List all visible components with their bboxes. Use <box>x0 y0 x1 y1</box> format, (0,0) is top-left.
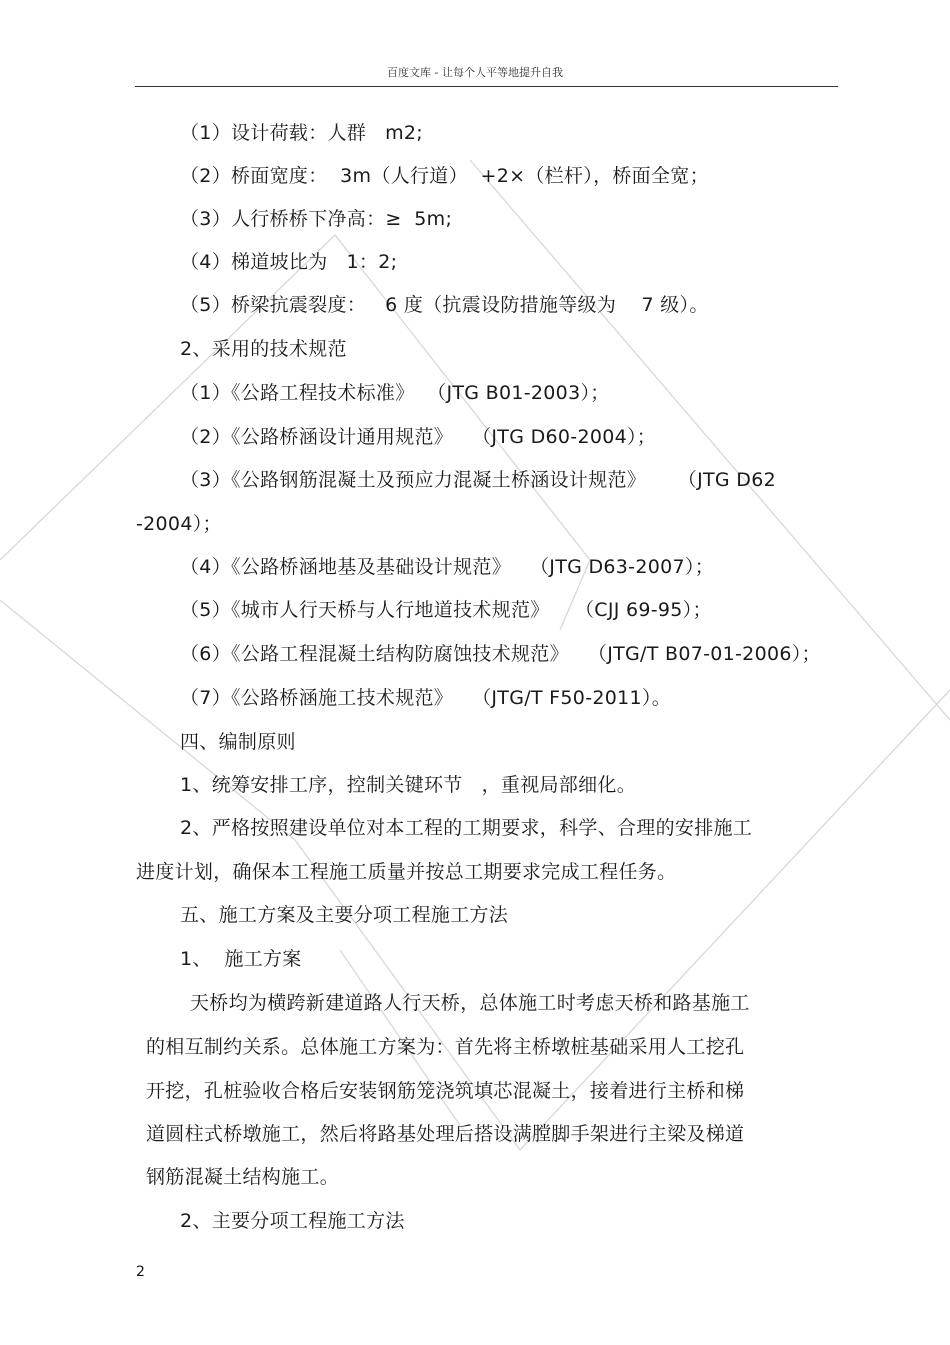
page-number: 2 <box>136 1264 145 1280</box>
text-line: （1）《公路工程技术标准》 （JTG B01-2003）； <box>180 382 610 404</box>
text-line: （1）设计荷载：人群 m2; <box>180 122 424 144</box>
text-line: -2004）； <box>136 513 222 535</box>
text-line: （3）人行桥桥下净高：≥ 5m; <box>180 208 453 230</box>
header-rule <box>135 86 838 87</box>
text-line: 2、严格按照建设单位对本工程的工期要求，科学、合理的安排施工 <box>180 817 753 839</box>
text-line: （5）《城市人行天桥与人行地道技术规范》 （CJJ 69-95）； <box>180 599 712 621</box>
section-heading: 五、施工方案及主要分项工程施工方法 <box>180 904 509 926</box>
text-line: 进度计划，确保本工程施工质量并按总工期要求完成工程任务。 <box>136 861 677 883</box>
text-line: 的相互制约关系。总体施工方案为：首先将主桥墩桩基础采用人工挖孔 <box>146 1036 745 1058</box>
text-line: （3）《公路钢筋混凝土及预应力混凝土桥涵设计规范》 （JTG D62 <box>180 469 776 491</box>
text-line: 钢筋混凝土结构施工。 <box>146 1166 340 1188</box>
text-line: 道圆柱式桥墩施工，然后将路基处理后搭设满膛脚手架进行主梁及梯道 <box>146 1123 745 1145</box>
text-line: （4）《公路桥涵地基及基础设计规范》 （JTG D63-2007）； <box>180 556 714 578</box>
text-line: （7）《公路桥涵施工技术规范》 （JTG/T F50-2011）。 <box>180 687 672 709</box>
section-heading: 四、编制原则 <box>180 731 296 753</box>
text-line: （4）梯道坡比为 1：2; <box>180 251 398 273</box>
text-line: 天桥均为横跨新建道路人行天桥，总体施工时考虑天桥和路基施工 <box>190 992 750 1014</box>
page-header: 百度文库 - 让每个人平等地提升自我 <box>387 66 563 79</box>
text-line: （5）桥梁抗震裂度： 6 度（抗震设防措施等级为 7 级）。 <box>180 294 709 316</box>
text-line: （2）桥面宽度： 3m（人行道） +2×（栏杆），桥面全宽； <box>180 165 709 187</box>
section-heading: 2、采用的技术规范 <box>180 338 347 360</box>
section-heading: 1、 施工方案 <box>180 948 302 970</box>
text-line: 1、统筹安排工序，控制关键环节 ，重视局部细化。 <box>180 774 637 796</box>
text-line: 开挖，孔桩验收合格后安装钢筋笼浇筑填芯混凝土，接着进行主桥和梯 <box>146 1080 745 1102</box>
text-line: （6）《公路工程混凝土结构防腐蚀技术规范》 （JTG/T B07-01-2006）； <box>180 643 821 665</box>
text-line: （2）《公路桥涵设计通用规范》 （JTG D60-2004）； <box>180 426 657 448</box>
section-heading: 2、主要分项工程施工方法 <box>180 1210 405 1232</box>
